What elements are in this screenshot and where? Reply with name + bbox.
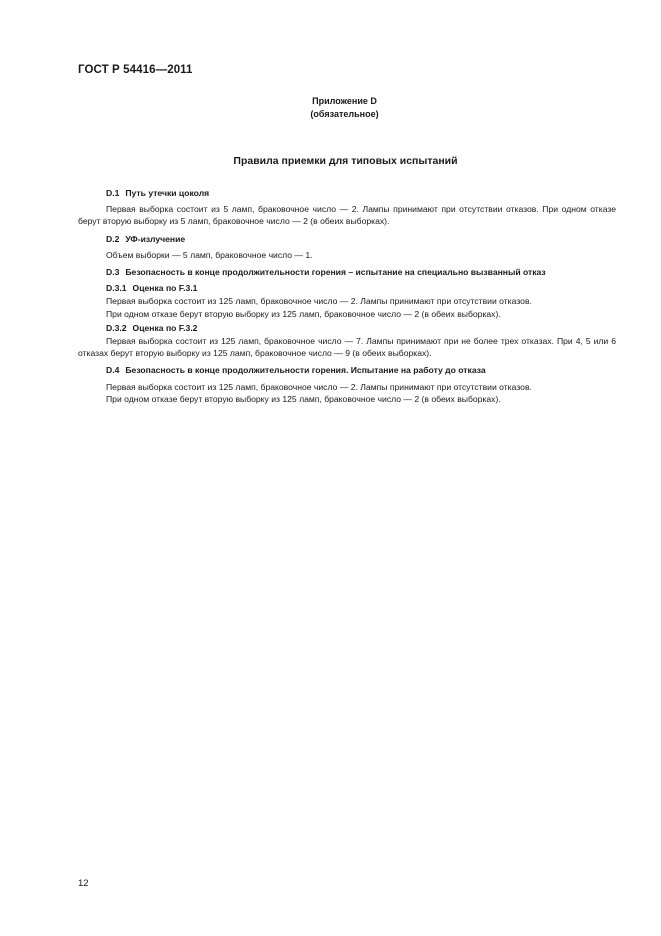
page-title: [0, 155, 661, 167]
section-number: D.4: [106, 365, 120, 376]
section-text-d2: Объем выборки — 5 ламп, браковочное число — 1.: [106, 249, 313, 260]
section-heading-d32: [78, 322, 616, 334]
section-title: Безопасность в конце продолжительности горения. Испытание на работу до отказа: [125, 365, 486, 376]
section-line-d31-1: Первая выборка состоит из 125 ламп, браковочное число — 2. Лампы принимают при отсутствии отказов.: [106, 296, 532, 307]
section-line-d4-2: При одном отказе берут вторую выборку из 125 ламп, браковочное число — 2 (в обеих выборках).: [106, 393, 501, 404]
annex-status: (обязательное): [310, 109, 379, 119]
section-number: D.1: [106, 188, 120, 198]
section-title: Оценка по F.3.2: [132, 322, 198, 333]
section-text-d32: Первая выборка состоит из 125 ламп, браковочное число — 7. Лампы принимают при не более трех отказах. При 4, 5 или 6 отказах берут вторую выборку из 125 ламп, браковочное число — 9 (в обеих выборках).: [78, 336, 616, 359]
annex-heading: [0, 95, 661, 121]
document-body: [78, 187, 616, 405]
section-line-d4-1: Первая выборка состоит из 125 ламп, браковочное число — 2. Лампы принимают при отсутствии отказов.: [106, 381, 532, 392]
document-code: ГОСТ Р 54416—2011: [78, 64, 193, 76]
section-heading-d4: [78, 364, 616, 376]
section-heading-d2: [78, 233, 616, 245]
section-title: Оценка по F.3.1: [132, 283, 198, 294]
annex-title: Приложение D: [312, 96, 377, 106]
section-heading-d3: [78, 266, 616, 278]
section-number: D.3: [106, 267, 120, 278]
section-heading-d1: [78, 187, 616, 199]
page-title-text: Правила приемки для типовых испытаний: [233, 155, 458, 167]
section-title: Путь утечки цоколя: [125, 188, 210, 198]
section-number: D.3.1: [106, 283, 127, 294]
section-title: Безопасность в конце продолжительности горения – испытание на специально вызванный отказ: [125, 267, 546, 278]
section-line-d31-2: При одном отказе берут вторую выборку из 125 ламп, браковочное число — 2 (в обеих выборках).: [106, 308, 501, 319]
section-number: D.2: [106, 233, 120, 244]
section-number: D.3.2: [106, 322, 127, 333]
page-number: 12: [78, 878, 89, 889]
section-heading-d31: [78, 282, 616, 294]
section-title: УФ-излучение: [125, 233, 186, 244]
section-text-d1: Первая выборка состоит из 5 ламп, браковочное число — 2. Лампы принимают при отсутствии отказов. При одном отказе берут вторую выборку из 5 ламп, браковочное число — 2 (в обеих выборках).: [78, 204, 616, 227]
